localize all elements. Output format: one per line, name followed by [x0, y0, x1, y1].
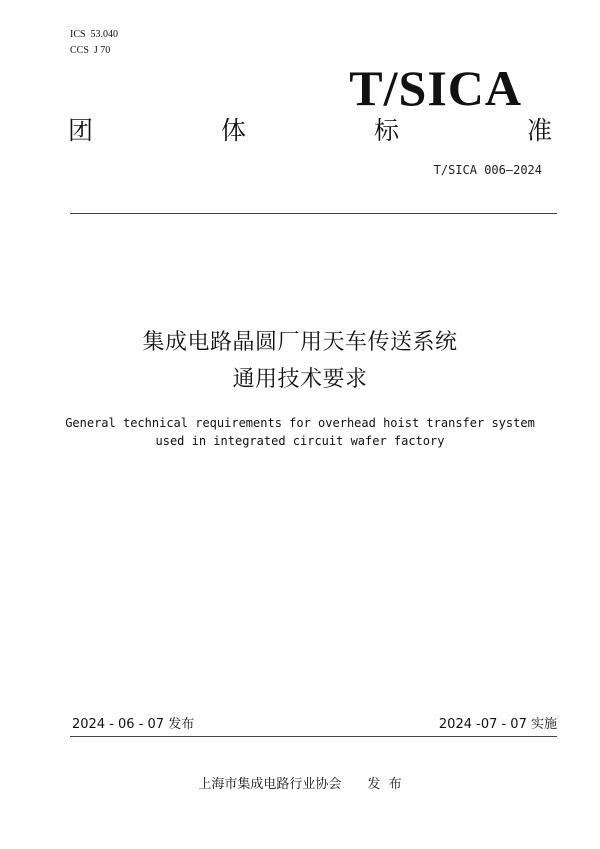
issuing-organization: 上海市集成电路行业协会 [198, 777, 342, 792]
standard-logo: T/SICA [349, 60, 522, 116]
issue-verb: 发 布 [367, 777, 402, 792]
ics-code: ICS 53.040 [70, 29, 119, 40]
standard-type-char: 标 [373, 116, 399, 145]
english-title-line-1: General technical requirements for overhead hoist transfer system [65, 416, 535, 430]
standard-number: T/SICA 006—2024 [433, 163, 542, 177]
chinese-title-line-1: 集成电路晶圆厂用天车传送系统 [142, 330, 458, 355]
implementation-date: 2024 -07 - 07 实施 [438, 717, 557, 732]
ccs-code: CCS J 70 [70, 45, 111, 56]
publish-date: 2024 - 06 - 07 发布 [72, 717, 195, 732]
issuer-line [0, 776, 600, 794]
english-title-line-2: used in integrated circuit wafer factory [155, 434, 445, 448]
chinese-title-line-2: 通用技术要求 [232, 367, 368, 392]
standard-type-heading [68, 115, 552, 147]
standard-type-char: 体 [220, 116, 246, 145]
header-divider [70, 213, 557, 214]
standard-type-char: 准 [526, 116, 552, 145]
footer-divider [70, 736, 557, 737]
standard-type-char: 团 [68, 116, 94, 145]
